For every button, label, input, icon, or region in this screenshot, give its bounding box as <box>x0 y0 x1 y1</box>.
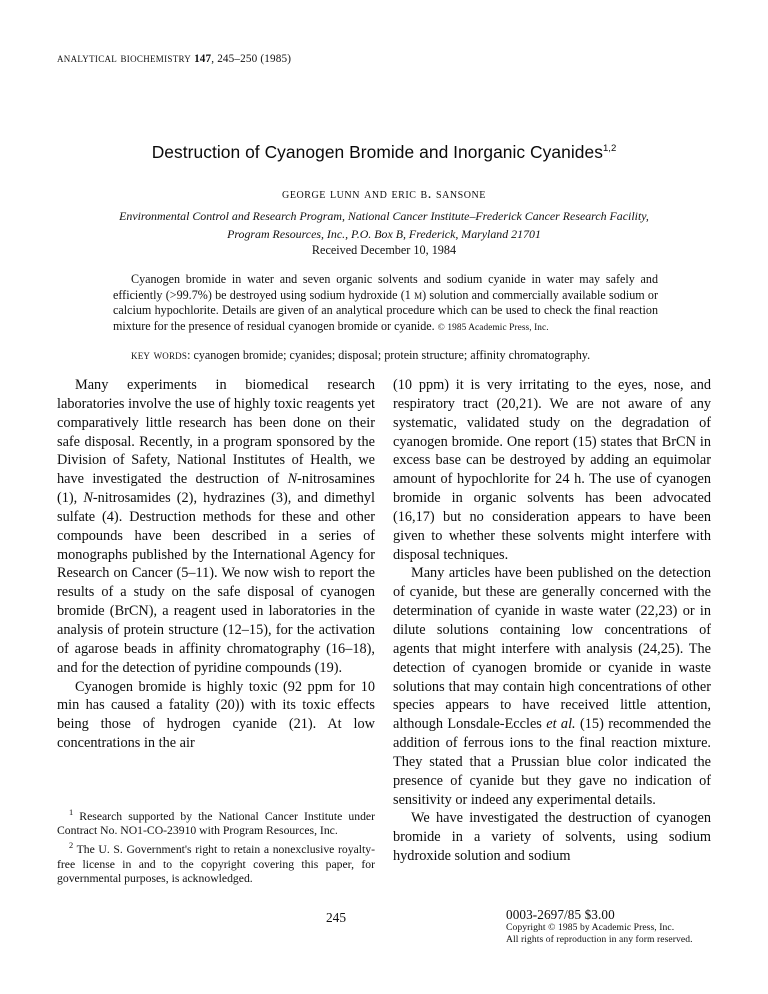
footnote-text: Research supported by the National Cancer Institute under Contract No. NO1-CO-23910 with Program Resources, Inc. <box>57 809 375 838</box>
volume-number: 147 <box>194 53 212 65</box>
footnote-text: The U. S. Government's right to retain a nonexclusive royalty-free license in and to the copyright covering this paper, for governmental purposes, is acknowledged. <box>57 842 375 886</box>
body-column-right <box>393 376 711 866</box>
footnote-item <box>57 806 375 839</box>
abstract-text: Cyanogen bromide in water and seven organic solvents and sodium cyanide in water may safely and efficiently (>99.7%) be destroyed using sodium hydroxide (1 m) solution and commercially available sodium or calcium hypochlorite. Details are given of an analytical procedure which can be used to check the final reaction mixture for the presence of residual cyanogen bromide or cyanide. <box>113 272 658 334</box>
copyright-line: Copyright © 1985 by Academic Press, Inc. <box>506 922 675 933</box>
title-footnote-marker: 1,2 <box>602 143 617 155</box>
page-number: 245 <box>325 910 347 925</box>
footnote-item <box>57 839 375 887</box>
keywords-text: : cyanogen bromide; cyanides; disposal; protein structure; affinity chromatography. <box>187 348 591 362</box>
issn-price: 0003-2697/85 $3.00 <box>506 907 615 922</box>
article-title-text: Destruction of Cyanogen Bromide and Inorganic Cyanides <box>151 142 603 162</box>
affiliation <box>0 208 768 243</box>
imprint-block <box>506 908 746 947</box>
footnote-marker: 1 <box>69 808 74 817</box>
body-column-left <box>57 376 375 753</box>
paragraph: Many experiments in biomedical research laboratories involve the use of highly toxic reagents yet comparatively little research has been done on their safe disposal. Recently, in a program sponsored by the Division of Safety, National Institutes of Health, we have investigated the destruction of N-nitrosamines (1), N-nitrosamides (2), hydrazines (3), and dimethyl sulfate (4). Destruction methods for these and other compounds have been described in a series of monographs published by the International Agency for Research on Cancer (5–11). We now wish to report the results of a study on the safe disposal of cyanogen bromide (BrCN), a reagent used in laboratories in the analysis of protein structure (12–15), for the activation of agarose beads in affinity chromatography (16–18), and for the detection of pyridine compounds (19). <box>57 377 375 676</box>
affiliation-line-2: Program Resources, Inc., P.O. Box B, Frederick, Maryland 21701 <box>227 226 541 241</box>
abstract <box>113 272 658 337</box>
keywords <box>113 347 658 364</box>
journal-name: analytical biochemistry <box>57 51 192 65</box>
paragraph: We have investigated the destruction of cyanogen bromide in a variety of solvents, using sodium hydroxide solution and sodium <box>393 810 711 865</box>
rights-line: All rights of reproduction in any form reserved. <box>506 934 693 946</box>
received-date: Received December 10, 1984 <box>311 243 457 257</box>
paragraph: Cyanogen bromide is highly toxic (92 ppm for 10 min has caused a fatality (20)) with its toxic effects being those of hydrogen cyanide (21). At low concentrations in the air <box>57 678 375 752</box>
running-head <box>57 51 291 66</box>
article-title <box>0 142 768 163</box>
affiliation-line-1: Environmental Control and Research Program, National Cancer Institute–Frederick Cancer Research Facility, <box>119 209 649 223</box>
author-list: george lunn and eric b. sansone <box>282 186 486 202</box>
page-range: , 245–250 (1985) <box>211 53 292 65</box>
keywords-label: key words <box>131 347 188 362</box>
footnote-marker: 2 <box>69 841 74 851</box>
paragraph: (10 ppm) it is very irritating to the eyes, nose, and respiratory tract (20,21). We are not aware of any systematic, validated study on the degradation of cyanogen bromide. One report (15) states that BrCN in excess base can be destroyed by adding an equimolar amount of hypochlorite for 24 h. The use of cyanogen bromide in organic solvents has been advocated (16,17) but no consideration appears to have been given to whether these solvents might interfere with disposal techniques. <box>393 377 711 563</box>
paragraph: Many articles have been published on the detection of cyanide, but these are generally concerned with the determination of cyanide in waste water (22,23) or in dilute solutions containing low concentrations of agents that might interfere with analysis (24,25). The detection of cyanogen bromide or cyanide in waste solutions that may contain high concentrations of other species appears to have received little attention, although Lonsdale-Eccles et al. (15) recommended the addition of ferrous ions to the final reaction mixture. They stated that a Prussian blue color indicated the presence of cyanide but they gave no indication of sensitivity or indeed any experimental details. <box>393 565 712 808</box>
abstract-copyright-note: © 1985 Academic Press, Inc. <box>437 323 549 334</box>
footnotes <box>57 806 375 887</box>
